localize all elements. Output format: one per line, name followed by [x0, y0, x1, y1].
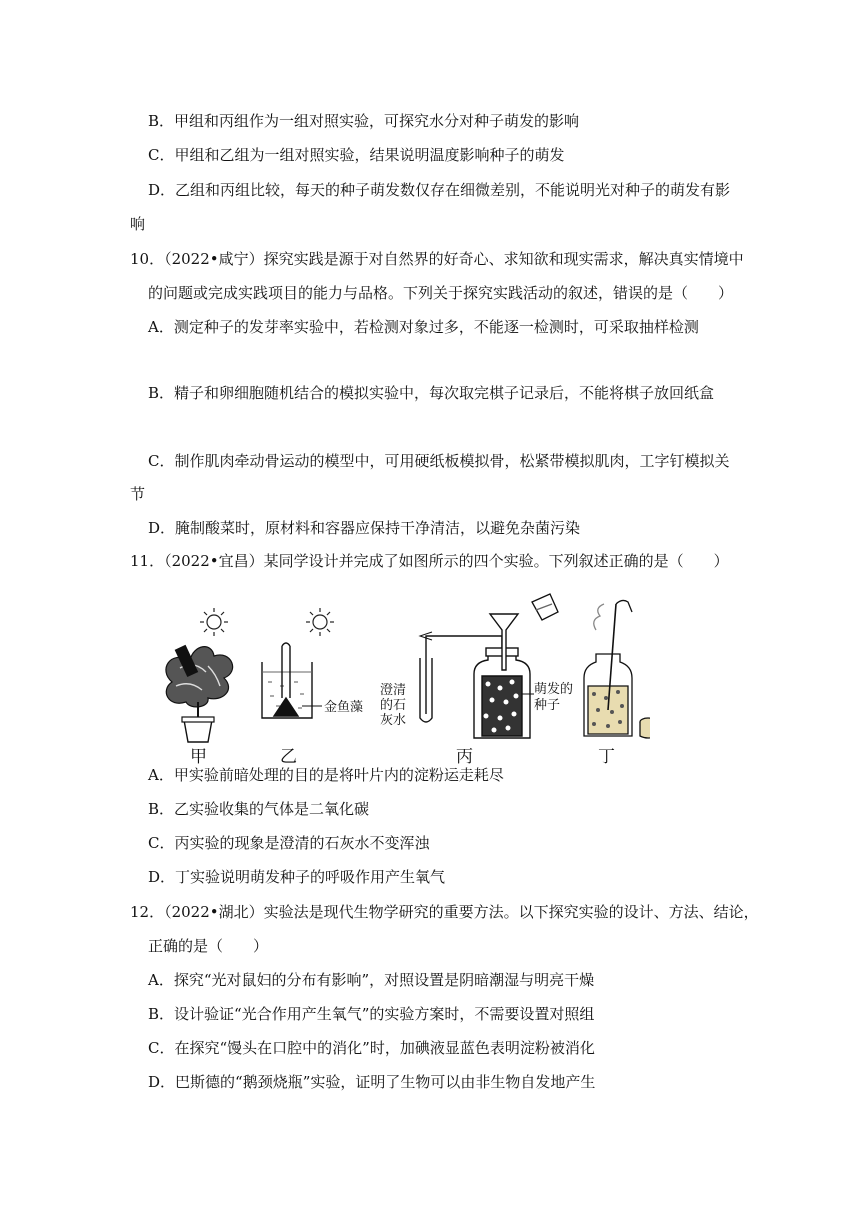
- q11-option-a: A．甲实验前暗处理的目的是将叶片内的淀粉运走耗尽: [148, 766, 504, 784]
- label-yi: 乙: [280, 747, 297, 765]
- q9-option-c: C．甲组和乙组为一组对照实验，结果说明温度影响种子的萌发: [148, 146, 565, 164]
- label-seed-line1: 萌发的: [534, 682, 574, 697]
- q12-option-a: A．探究“光对鼠妇的分布有影响”，对照设置是阴暗潮湿与明亮干燥: [148, 971, 595, 989]
- q10-option-a: A．测定种子的发芽率实验中，若检测对象过多，不能逐一检测时，可采取抽样检测: [148, 318, 699, 336]
- q10-option-b: B．精子和卵细胞随机结合的模拟实验中，每次取完棋子记录后，不能将棋子放回纸盒: [148, 384, 715, 402]
- q12-option-d: D．巴斯德的“鹅颈烧瓶”实验，证明了生物可以由非生物自发地产生: [148, 1073, 596, 1091]
- q10-stem-line1: 10．（2022•咸宁）探究实践是源于对自然界的好奇心、求知欲和现实需求，解决真实情境中: [130, 250, 744, 268]
- q9-option-d-line2: 响: [130, 215, 146, 233]
- label-jinyuzao: 金鱼藻: [324, 700, 364, 715]
- label-seed-line2: 种子: [534, 698, 561, 713]
- sun-icon: [306, 608, 334, 636]
- q11-option-c: C．丙实验的现象是澄清的石灰水不变浑浊: [148, 834, 430, 852]
- label-lime-line1: 澄清: [380, 683, 407, 698]
- label-lime-line3: 灰水: [380, 713, 407, 728]
- q9-option-b: B．甲组和丙组作为一组对照实验，可探究水分对种子萌发的影响: [148, 112, 580, 130]
- sun-icon: [200, 608, 228, 636]
- label-lime-line2: 的石: [380, 698, 407, 713]
- seed-bottle-icon: [474, 614, 530, 738]
- label-ding: 丁: [598, 747, 615, 765]
- q9-option-d-line1: D．乙组和丙组比较，每天的种子萌发数仅存在细微差别，不能说明光对种子的萌发有影: [148, 181, 731, 199]
- q10-option-c-line2: 节: [130, 485, 146, 503]
- seed-jar-icon: [584, 600, 650, 738]
- potted-plant-icon: [166, 645, 233, 742]
- q12-stem-line2: 正确的是（ ）: [148, 937, 269, 955]
- q10-option-c-line1: C．制作肌肉牵动骨运动的模型中，可用硬纸板模拟骨，松紧带模拟肌肉，工字钉模拟关: [148, 452, 730, 470]
- q12-option-c: C．在探究“馒头在口腔中的消化”时，加碘液显蓝色表明淀粉被消化: [148, 1039, 595, 1057]
- q11-experiment-figure: [150, 590, 650, 765]
- beaker-pouring-icon: [532, 594, 558, 620]
- label-bing: 丙: [456, 747, 473, 765]
- q10-stem-line2: 的问题或完成实践项目的能力与品格。下列关于探究实践活动的叙述，错误的是（ ）: [148, 284, 734, 302]
- q11-option-b: B．乙实验收集的气体是二氧化碳: [148, 800, 370, 818]
- label-jia: 甲: [190, 747, 207, 765]
- q12-option-b: B．设计验证“光合作用产生氧气”的实验方案时，不需要设置对照组: [148, 1005, 595, 1023]
- q11-option-d: D．丁实验说明萌发种子的呼吸作用产生氧气: [148, 868, 446, 886]
- q11-stem: 11．（2022•宜昌）某同学设计并完成了如图所示的四个实验。下列叙述正确的是（ ）: [130, 552, 729, 570]
- q12-stem-line1: 12．（2022•湖北）实验法是现代生物学研究的重要方法。以下探究实验的设计、方法、结论，: [130, 903, 759, 921]
- q10-option-d: D．腌制酸菜时，原材料和容器应保持干净清洁，以避免杂菌污染: [148, 519, 581, 537]
- beaker-icon: [262, 643, 322, 718]
